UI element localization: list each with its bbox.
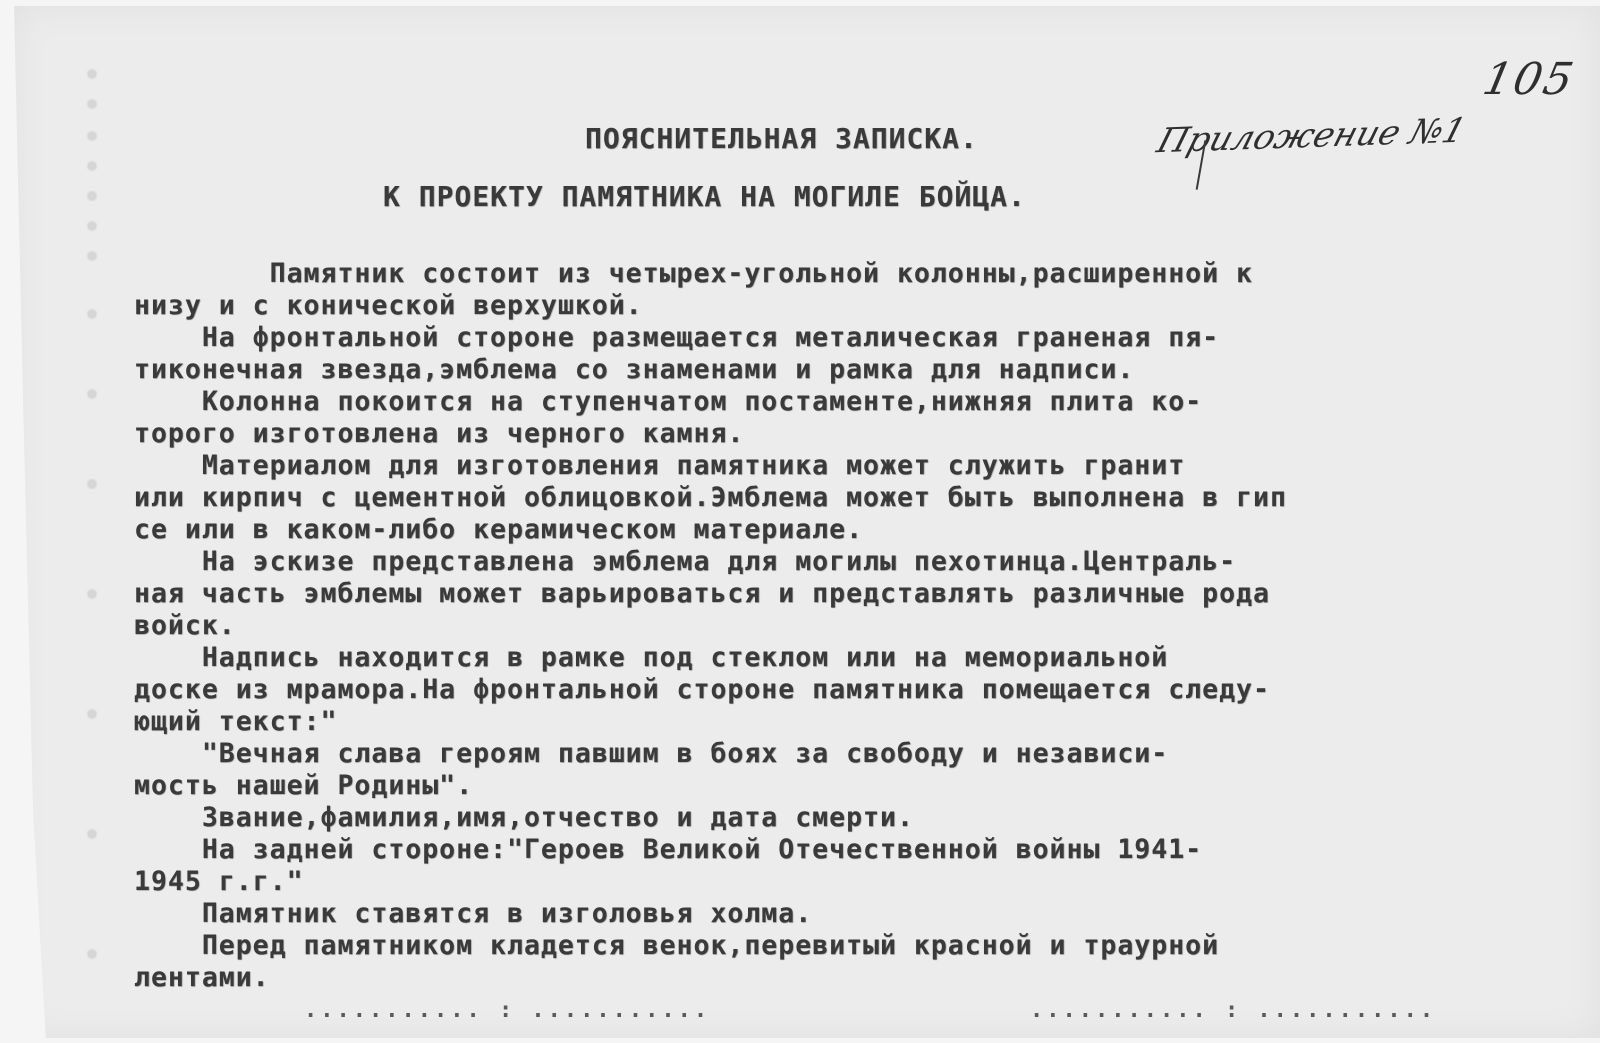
- body-line: ющий текст:": [134, 706, 338, 737]
- body-line: Колонна покоится на ступенчатом постаменте,нижняя плита ко-: [134, 386, 1203, 417]
- body-line: лентами.: [134, 962, 270, 993]
- body-line: Надпись находится в рамке под стеклом или на мемориальной: [134, 642, 1169, 673]
- handwritten-appendix-note: Приложение №1: [1152, 110, 1471, 162]
- body-line: 1945 г.г.": [134, 866, 304, 897]
- separator-left: ........... : ...........: [304, 998, 711, 1023]
- body-line: На фронтальной стороне размещается металическая граненая пя-: [134, 322, 1220, 353]
- binding-holes: [88, 70, 118, 1010]
- body-line: На эскизе представлена эмблема для могилы пехотинца.Централь-: [134, 546, 1237, 577]
- body-line: мость нашей Родины".: [134, 770, 474, 801]
- body-line: се или в каком-либо керамическом материале.: [134, 514, 864, 545]
- separator-right: ........... : ...........: [1030, 998, 1437, 1023]
- document-title: ПОЯСНИТЕЛЬНАЯ ЗАПИСКА.: [585, 122, 978, 155]
- body-line: "Вечная слава героям павшим в боях за свободу и независи-: [134, 738, 1169, 769]
- body-line: На задней стороне:"Героев Великой Отечественной войны 1941-: [134, 834, 1203, 865]
- body-line: Перед памятником кладется венок,перевитый красной и траурной: [134, 930, 1220, 961]
- body-line: торого изготовлена из черного камня.: [134, 418, 745, 449]
- body-line: доске из мрамора.На фронтальной стороне памятника помещается следу-: [134, 674, 1270, 705]
- document-subtitle: К ПРОЕКТУ ПАМЯТНИКА НА МОГИЛЕ БОЙЦА.: [383, 180, 1026, 213]
- body-line: Материалом для изготовления памятника может служить гранит: [134, 450, 1186, 481]
- body-line: ная часть эмблемы может варьироваться и представлять различные рода: [134, 578, 1270, 609]
- handwritten-page-number: 105: [1478, 54, 1580, 105]
- body-line: тиконечная звезда,эмблема со знаменами и рамка для надписи.: [134, 354, 1135, 385]
- body-line: войск.: [134, 610, 236, 641]
- body-line: или кирпич с цементной облицовкой.Эмблема может быть выполнена в гип: [134, 482, 1287, 513]
- body-line: низу и с конической верхушкой.: [134, 290, 643, 321]
- body-line: Памятник состоит из четырех-угольной колонны,расширенной к: [134, 258, 1253, 289]
- body-line: Памятник ставятся в изголовья холма.: [134, 898, 813, 929]
- body-line: Звание,фамилия,имя,отчество и дата смерти.: [134, 802, 914, 833]
